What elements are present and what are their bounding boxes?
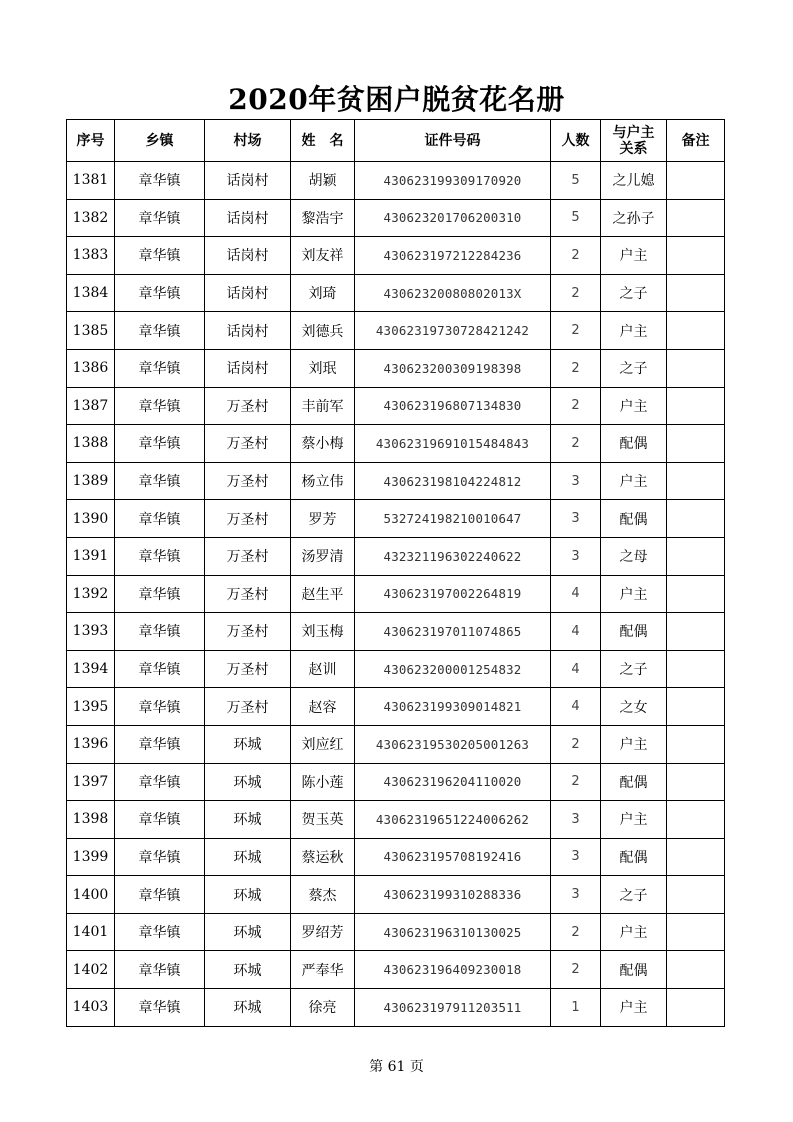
cell-town: 章华镇 (115, 913, 205, 951)
cell-remarks (667, 838, 725, 876)
cell-relation: 户主 (601, 312, 667, 350)
table-body (67, 162, 725, 1027)
cell-remarks (667, 537, 725, 575)
cell-village: 环城 (205, 801, 291, 839)
cell-remarks (667, 349, 725, 387)
cell-village: 环城 (205, 951, 291, 989)
cell-household-count: 2 (551, 913, 601, 951)
cell-town: 章华镇 (115, 425, 205, 463)
cell-village: 环城 (205, 913, 291, 951)
header-count: 人数 (551, 120, 601, 162)
cell-remarks (667, 876, 725, 914)
table-row (67, 876, 725, 914)
cell-town: 章华镇 (115, 951, 205, 989)
cell-name: 杨立伟 (291, 462, 355, 500)
cell-relation: 之孙子 (601, 199, 667, 237)
cell-household-count: 3 (551, 876, 601, 914)
cell-name: 蔡小梅 (291, 425, 355, 463)
cell-remarks (667, 462, 725, 500)
cell-name: 徐亮 (291, 989, 355, 1027)
cell-id-number: 43062319730728421242 (355, 312, 551, 350)
cell-relation: 之子 (601, 349, 667, 387)
table-row (67, 462, 725, 500)
cell-household-count: 3 (551, 801, 601, 839)
cell-seq: 1384 (67, 274, 115, 312)
cell-household-count: 2 (551, 951, 601, 989)
cell-name: 刘珉 (291, 349, 355, 387)
cell-town: 章华镇 (115, 199, 205, 237)
cell-id-number: 430623198104224812 (355, 462, 551, 500)
cell-village: 环城 (205, 989, 291, 1027)
cell-town: 章华镇 (115, 688, 205, 726)
table-row (67, 801, 725, 839)
cell-name: 赵容 (291, 688, 355, 726)
cell-id-number: 430623197212284236 (355, 237, 551, 275)
cell-seq: 1402 (67, 951, 115, 989)
page-number: 第 61 页 (369, 1059, 424, 1075)
cell-household-count: 2 (551, 725, 601, 763)
header-village: 村场 (205, 120, 291, 162)
page-title: 2020年贫困户脱贫花名册 (228, 83, 565, 116)
table-row (67, 575, 725, 613)
cell-town: 章华镇 (115, 838, 205, 876)
table-row (67, 688, 725, 726)
header-relation-line2: 关系 (619, 140, 648, 157)
cell-seq: 1388 (67, 425, 115, 463)
cell-seq: 1381 (67, 162, 115, 200)
cell-town: 章华镇 (115, 801, 205, 839)
cell-remarks (667, 801, 725, 839)
cell-relation: 配偶 (601, 838, 667, 876)
cell-household-count: 2 (551, 312, 601, 350)
cell-id-number: 430623199310288336 (355, 876, 551, 914)
header-name: 姓 名 (291, 120, 355, 162)
cell-seq: 1383 (67, 237, 115, 275)
cell-household-count: 5 (551, 162, 601, 200)
cell-relation: 户主 (601, 237, 667, 275)
cell-village: 话岗村 (205, 199, 291, 237)
cell-seq: 1401 (67, 913, 115, 951)
table-row (67, 199, 725, 237)
cell-household-count: 2 (551, 387, 601, 425)
cell-remarks (667, 989, 725, 1027)
cell-seq: 1389 (67, 462, 115, 500)
cell-household-count: 2 (551, 349, 601, 387)
cell-town: 章华镇 (115, 613, 205, 651)
cell-id-number: 430623200309198398 (355, 349, 551, 387)
cell-id-number: 430623199309014821 (355, 688, 551, 726)
cell-town: 章华镇 (115, 575, 205, 613)
cell-relation: 之子 (601, 876, 667, 914)
cell-remarks (667, 162, 725, 200)
cell-name: 蔡杰 (291, 876, 355, 914)
cell-household-count: 1 (551, 989, 601, 1027)
cell-town: 章华镇 (115, 387, 205, 425)
cell-village: 话岗村 (205, 349, 291, 387)
cell-household-count: 5 (551, 199, 601, 237)
table-header (67, 120, 725, 162)
cell-household-count: 4 (551, 650, 601, 688)
header-remarks: 备注 (667, 120, 725, 162)
cell-town: 章华镇 (115, 500, 205, 538)
cell-seq: 1397 (67, 763, 115, 801)
cell-name: 刘玉梅 (291, 613, 355, 651)
cell-seq: 1398 (67, 801, 115, 839)
cell-town: 章华镇 (115, 876, 205, 914)
cell-village: 话岗村 (205, 274, 291, 312)
cell-remarks (667, 425, 725, 463)
cell-name: 黎浩宇 (291, 199, 355, 237)
cell-id-number: 532724198210010647 (355, 500, 551, 538)
cell-name: 赵训 (291, 650, 355, 688)
cell-seq: 1386 (67, 349, 115, 387)
cell-name: 严奉华 (291, 951, 355, 989)
cell-name: 罗芳 (291, 500, 355, 538)
cell-seq: 1399 (67, 838, 115, 876)
cell-remarks (667, 763, 725, 801)
cell-village: 万圣村 (205, 387, 291, 425)
cell-name: 刘应红 (291, 725, 355, 763)
cell-remarks (667, 274, 725, 312)
cell-name: 汤罗清 (291, 537, 355, 575)
cell-household-count: 2 (551, 425, 601, 463)
cell-relation: 之女 (601, 688, 667, 726)
cell-village: 万圣村 (205, 537, 291, 575)
cell-relation: 之母 (601, 537, 667, 575)
cell-seq: 1400 (67, 876, 115, 914)
cell-relation: 户主 (601, 989, 667, 1027)
cell-name: 胡颖 (291, 162, 355, 200)
cell-id-number: 43062319691015484843 (355, 425, 551, 463)
cell-remarks (667, 951, 725, 989)
cell-relation: 配偶 (601, 425, 667, 463)
cell-name: 蔡运秋 (291, 838, 355, 876)
cell-remarks (667, 913, 725, 951)
cell-household-count: 3 (551, 462, 601, 500)
table-row (67, 274, 725, 312)
table-row (67, 989, 725, 1027)
cell-seq: 1394 (67, 650, 115, 688)
cell-town: 章华镇 (115, 162, 205, 200)
table-row (67, 838, 725, 876)
header-id: 证件号码 (355, 120, 551, 162)
cell-name: 刘琦 (291, 274, 355, 312)
cell-seq: 1391 (67, 537, 115, 575)
cell-village: 万圣村 (205, 575, 291, 613)
header-seq: 序号 (67, 120, 115, 162)
cell-id-number: 430623197002264819 (355, 575, 551, 613)
cell-town: 章华镇 (115, 650, 205, 688)
cell-town: 章华镇 (115, 763, 205, 801)
cell-relation: 户主 (601, 913, 667, 951)
table-row (67, 500, 725, 538)
cell-village: 话岗村 (205, 312, 291, 350)
table-row (67, 349, 725, 387)
cell-name: 贺玉英 (291, 801, 355, 839)
cell-household-count: 3 (551, 500, 601, 538)
cell-id-number: 430623199309170920 (355, 162, 551, 200)
cell-town: 章华镇 (115, 274, 205, 312)
header-relation (601, 120, 667, 162)
cell-name: 丰前军 (291, 387, 355, 425)
cell-household-count: 2 (551, 763, 601, 801)
cell-remarks (667, 688, 725, 726)
cell-seq: 1403 (67, 989, 115, 1027)
cell-id-number: 430623201706200310 (355, 199, 551, 237)
cell-id-number: 43062320080802013X (355, 274, 551, 312)
cell-town: 章华镇 (115, 462, 205, 500)
table-row (67, 162, 725, 200)
table-row (67, 387, 725, 425)
cell-town: 章华镇 (115, 725, 205, 763)
cell-relation: 户主 (601, 387, 667, 425)
cell-id-number: 430623196409230018 (355, 951, 551, 989)
table-row (67, 913, 725, 951)
cell-id-number: 432321196302240622 (355, 537, 551, 575)
cell-relation: 配偶 (601, 500, 667, 538)
cell-seq: 1390 (67, 500, 115, 538)
cell-id-number: 430623197911203511 (355, 989, 551, 1027)
cell-seq: 1385 (67, 312, 115, 350)
cell-relation: 之子 (601, 650, 667, 688)
cell-id-number: 430623196204110020 (355, 763, 551, 801)
cell-relation: 户主 (601, 725, 667, 763)
table-row (67, 725, 725, 763)
cell-id-number: 430623196807134830 (355, 387, 551, 425)
cell-village: 万圣村 (205, 688, 291, 726)
cell-household-count: 2 (551, 237, 601, 275)
cell-household-count: 4 (551, 575, 601, 613)
table-row (67, 613, 725, 651)
cell-village: 话岗村 (205, 237, 291, 275)
cell-seq: 1382 (67, 199, 115, 237)
cell-village: 话岗村 (205, 162, 291, 200)
cell-seq: 1396 (67, 725, 115, 763)
cell-name: 陈小莲 (291, 763, 355, 801)
cell-remarks (667, 312, 725, 350)
table-row (67, 951, 725, 989)
table-row (67, 425, 725, 463)
cell-id-number: 430623196310130025 (355, 913, 551, 951)
table-row (67, 650, 725, 688)
cell-village: 万圣村 (205, 425, 291, 463)
header-town: 乡镇 (115, 120, 205, 162)
cell-id-number: 430623200001254832 (355, 650, 551, 688)
cell-town: 章华镇 (115, 349, 205, 387)
cell-name: 刘德兵 (291, 312, 355, 350)
cell-relation: 户主 (601, 801, 667, 839)
cell-town: 章华镇 (115, 537, 205, 575)
cell-relation: 户主 (601, 575, 667, 613)
cell-remarks (667, 387, 725, 425)
cell-household-count: 2 (551, 274, 601, 312)
cell-village: 万圣村 (205, 613, 291, 651)
cell-remarks (667, 199, 725, 237)
cell-relation: 配偶 (601, 763, 667, 801)
header-row (67, 120, 725, 162)
table-row (67, 537, 725, 575)
table-row (67, 237, 725, 275)
cell-remarks (667, 650, 725, 688)
cell-household-count: 3 (551, 537, 601, 575)
cell-name: 罗绍芳 (291, 913, 355, 951)
cell-household-count: 3 (551, 838, 601, 876)
cell-name: 赵生平 (291, 575, 355, 613)
cell-village: 环城 (205, 838, 291, 876)
table-row (67, 312, 725, 350)
cell-id-number: 430623195708192416 (355, 838, 551, 876)
cell-household-count: 4 (551, 613, 601, 651)
cell-town: 章华镇 (115, 989, 205, 1027)
cell-remarks (667, 613, 725, 651)
cell-remarks (667, 237, 725, 275)
table-row (67, 763, 725, 801)
cell-village: 环城 (205, 763, 291, 801)
cell-seq: 1387 (67, 387, 115, 425)
cell-id-number: 430623197011074865 (355, 613, 551, 651)
cell-seq: 1395 (67, 688, 115, 726)
cell-seq: 1392 (67, 575, 115, 613)
cell-relation: 配偶 (601, 613, 667, 651)
cell-id-number: 43062319530205001263 (355, 725, 551, 763)
cell-town: 章华镇 (115, 237, 205, 275)
cell-relation: 户主 (601, 462, 667, 500)
cell-remarks (667, 725, 725, 763)
cell-household-count: 4 (551, 688, 601, 726)
roster-table (66, 119, 725, 1027)
cell-relation: 之儿媳 (601, 162, 667, 200)
cell-village: 万圣村 (205, 500, 291, 538)
cell-id-number: 43062319651224006262 (355, 801, 551, 839)
cell-village: 万圣村 (205, 462, 291, 500)
cell-seq: 1393 (67, 613, 115, 651)
cell-remarks (667, 575, 725, 613)
cell-relation: 之子 (601, 274, 667, 312)
header-relation-line1: 与户主 (612, 124, 655, 141)
cell-relation: 配偶 (601, 951, 667, 989)
cell-town: 章华镇 (115, 312, 205, 350)
cell-name: 刘友祥 (291, 237, 355, 275)
cell-village: 万圣村 (205, 650, 291, 688)
cell-remarks (667, 500, 725, 538)
cell-village: 环城 (205, 876, 291, 914)
cell-village: 环城 (205, 725, 291, 763)
